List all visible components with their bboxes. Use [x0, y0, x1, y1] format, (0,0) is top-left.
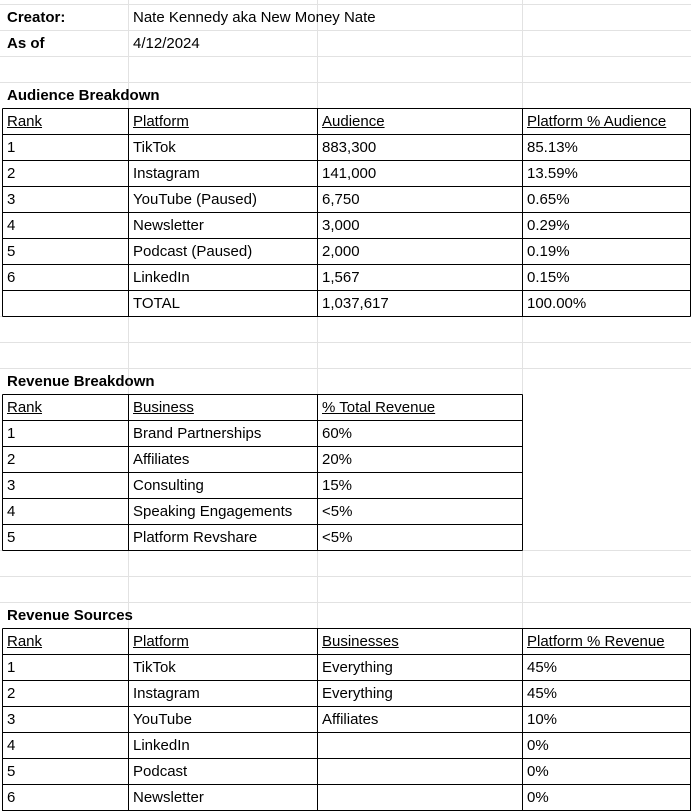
sources-table-cell[interactable]: 45%	[527, 659, 558, 676]
sources-table-cell[interactable]: 10%	[527, 711, 558, 728]
sources-table-cell[interactable]: 45%	[527, 685, 558, 702]
audience-table-cell[interactable]: 13.59%	[527, 165, 578, 182]
revenue-table-cell[interactable]: Affiliates	[133, 451, 190, 468]
sources-table-cell[interactable]	[317, 759, 522, 785]
audience-header-cell[interactable]: Audience	[322, 113, 385, 130]
audience-table-cell[interactable]: 1,037,617	[322, 295, 389, 312]
audience-table-cell[interactable]: 2,000	[322, 243, 360, 260]
revenue-table-cell[interactable]: 2	[7, 451, 16, 468]
revenue-table-cell[interactable]: 3	[7, 477, 16, 494]
sources-table-cell[interactable]: LinkedIn	[133, 737, 190, 754]
audience-table-cell[interactable]: 1	[7, 139, 16, 156]
audience-table-cell[interactable]: Podcast (Paused)	[133, 243, 253, 260]
revenue-table-cell[interactable]: 4	[7, 503, 16, 520]
sources-section-title[interactable]: Revenue Sources	[7, 607, 133, 624]
revenue-section-title[interactable]: Revenue Breakdown	[7, 373, 155, 390]
audience-header-cell[interactable]: Rank	[7, 113, 43, 130]
sources-table-cell[interactable]: 5	[7, 763, 16, 780]
audience-table-cell[interactable]	[2, 291, 128, 317]
audience-table-cell[interactable]: 141,000	[322, 165, 377, 182]
revenue-table-cell[interactable]: <5%	[322, 503, 353, 520]
revenue-table-cell[interactable]: <5%	[322, 529, 353, 546]
sources-header-cell[interactable]: Platform % Revenue	[527, 633, 665, 650]
sources-table-cell[interactable]: Everything	[322, 685, 393, 702]
asof-value[interactable]: 4/12/2024	[133, 35, 200, 52]
revenue-table-cell[interactable]: Speaking Engagements	[133, 503, 293, 520]
audience-table-cell[interactable]: 0.29%	[527, 217, 570, 234]
audience-table-cell[interactable]: 883,300	[322, 139, 377, 156]
audience-section-title[interactable]: Audience Breakdown	[7, 87, 160, 104]
audience-table-cell[interactable]: 5	[7, 243, 16, 260]
sources-header-cell[interactable]: Businesses	[322, 633, 399, 650]
sources-table-cell[interactable]: 0%	[527, 789, 549, 806]
audience-table-cell[interactable]: 2	[7, 165, 16, 182]
sources-table-cell[interactable]: Newsletter	[133, 789, 204, 806]
sources-table-cell[interactable]: Instagram	[133, 685, 200, 702]
sources-table-cell[interactable]	[317, 733, 522, 759]
revenue-header-cell[interactable]: Business	[133, 399, 194, 416]
audience-header-cell[interactable]: Platform % Audience	[527, 113, 667, 130]
revenue-table-cell[interactable]: 1	[7, 425, 16, 442]
sources-table-cell[interactable]: YouTube	[133, 711, 192, 728]
audience-table-cell[interactable]: 3,000	[322, 217, 360, 234]
audience-header-cell[interactable]: Platform	[133, 113, 189, 130]
audience-table-cell[interactable]: 0.19%	[527, 243, 570, 260]
audience-table-cell[interactable]: 0.15%	[527, 269, 570, 286]
audience-table-cell[interactable]: 6,750	[322, 191, 360, 208]
sources-header-cell[interactable]: Platform	[133, 633, 189, 650]
revenue-table-cell[interactable]: 5	[7, 529, 16, 546]
audience-table-cell[interactable]: Newsletter	[133, 217, 204, 234]
sources-header-cell[interactable]: Rank	[7, 633, 43, 650]
audience-table-cell[interactable]: 3	[7, 191, 16, 208]
revenue-table-cell[interactable]: Brand Partnerships	[133, 425, 262, 442]
audience-table-cell[interactable]: 85.13%	[527, 139, 578, 156]
sources-table-cell[interactable]: Affiliates	[322, 711, 379, 728]
revenue-table-cell[interactable]: Consulting	[133, 477, 204, 494]
audience-table-cell[interactable]: Instagram	[133, 165, 200, 182]
revenue-table-cell[interactable]: 60%	[322, 425, 353, 442]
sources-table-cell[interactable]	[317, 785, 522, 811]
sources-table-cell[interactable]: TikTok	[133, 659, 176, 676]
sources-table-cell[interactable]: 0%	[527, 763, 549, 780]
revenue-header-cell[interactable]: % Total Revenue	[322, 399, 436, 416]
audience-table-cell[interactable]: TOTAL	[133, 295, 180, 312]
sources-table-cell[interactable]: Podcast	[133, 763, 188, 780]
audience-table-cell[interactable]: 6	[7, 269, 16, 286]
sources-table-cell[interactable]: 0%	[527, 737, 549, 754]
revenue-header-cell[interactable]: Rank	[7, 399, 43, 416]
sources-table-cell[interactable]: Everything	[322, 659, 393, 676]
sources-table-cell[interactable]: 2	[7, 685, 16, 702]
creator-value[interactable]: Nate Kennedy aka New Money Nate	[133, 9, 376, 26]
audience-table-cell[interactable]: 1,567	[322, 269, 360, 286]
asof-label[interactable]: As of	[7, 35, 45, 52]
sources-table-cell[interactable]: 3	[7, 711, 16, 728]
sources-table-cell[interactable]: 4	[7, 737, 16, 754]
sources-table-cell[interactable]: 6	[7, 789, 16, 806]
sources-table-cell[interactable]: 1	[7, 659, 16, 676]
creator-label[interactable]: Creator:	[7, 9, 66, 26]
revenue-table-cell[interactable]: 15%	[322, 477, 353, 494]
audience-table-cell[interactable]: TikTok	[133, 139, 176, 156]
revenue-table-cell[interactable]: Platform Revshare	[133, 529, 258, 546]
audience-table-cell[interactable]: LinkedIn	[133, 269, 190, 286]
audience-table-cell[interactable]: 100.00%	[527, 295, 587, 312]
audience-table-cell[interactable]: YouTube (Paused)	[133, 191, 257, 208]
revenue-table-cell[interactable]: 20%	[322, 451, 353, 468]
audience-table-cell[interactable]: 4	[7, 217, 16, 234]
audience-table-cell[interactable]: 0.65%	[527, 191, 570, 208]
